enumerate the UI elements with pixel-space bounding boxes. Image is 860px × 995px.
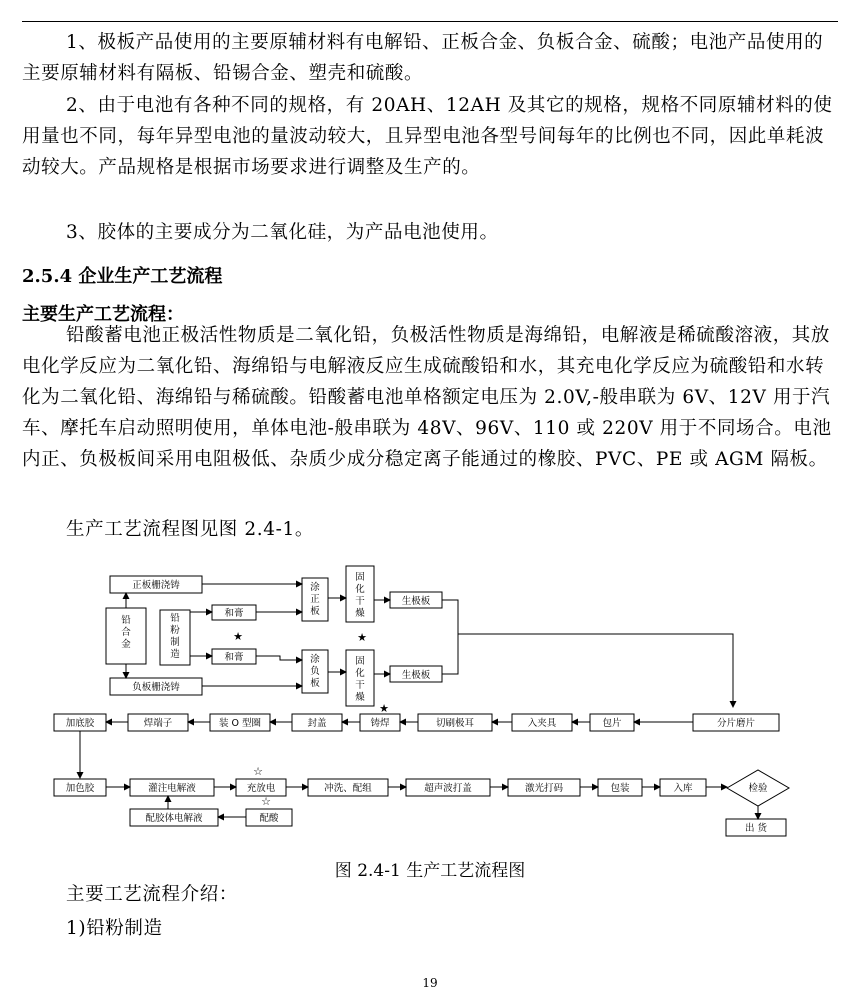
node-curing-2-c2: 化 (355, 668, 365, 679)
node-laser-marking-label: 激光打码 (524, 783, 564, 794)
star-filled-3: ★ (379, 702, 389, 715)
node-lead-powder-c3: 制 (170, 637, 180, 648)
node-ultrasonic-sealing-label: 超声波打盖 (424, 783, 472, 794)
bracket-plates (442, 600, 458, 674)
node-negative-coating-c1: 涂 (310, 654, 320, 665)
node-paste-mixing-1-label: 和膏 (224, 608, 244, 619)
node-lead-alloy-c3: 金 (121, 639, 131, 650)
sub-heading: 主要生产工艺流程： (22, 304, 184, 325)
arrow-plates-to-cutting (458, 634, 733, 707)
paragraph-raw-materials: 1、极板产品使用的主要原辅材料有电解铅、正板合金、负板合金、硫酸；电池产品使用的主要原辅材料有隔板、铅锡合金、塑壳和硫酸。 (22, 32, 824, 84)
star-filled-1: ★ (233, 630, 243, 643)
node-lug-brushing-label: 切刷极耳 (435, 718, 475, 729)
star-filled-2: ★ (357, 631, 367, 644)
node-curing-1-c1: 固 (355, 572, 365, 583)
node-lead-alloy-c2: 合 (121, 627, 131, 638)
node-gel-electrolyte-prep-label: 配胶体电解液 (145, 813, 203, 824)
node-negative-coating-c2: 负 (310, 666, 320, 677)
paragraph-figure-reference: 生产工艺流程图见图 2.4-1。 (66, 519, 314, 540)
process-intro-heading: 主要工艺流程介绍： (66, 884, 238, 905)
node-positive-coating-c1: 涂 (310, 582, 320, 593)
paragraph-process-description: 铅酸蓄电池正极活性物质是二氧化铅，负极活性物质是海绵铅，电解液是稀硫酸溶液，其放电化学反应为二氧化铅、海绵铅与电解液反应生成硫酸铅和水，其充电化学反应为硫酸铅和水转化为二氧化铅、海绵铅与稀硫酸。铅酸蓄电池单格额定电压为 2.0V,-般串联为 6V、12V 用于汽车、摩托车启动照明使用，单体电池-般串联为 48V、96V、110 或 220V 用于不同场合。电池内正、负极板间采用电阻极低、杂质少成分稳定离子能通过的橡胶、PVC、PE 或 AGM 隔板。 (22, 325, 832, 470)
node-lead-powder-c2: 粉 (170, 625, 180, 636)
node-curing-1-c4: 燥 (355, 608, 365, 619)
node-green-plate-2-label: 生极板 (401, 670, 431, 681)
node-wrapping-label: 包片 (602, 718, 622, 729)
section-heading: 2.5.4 企业生产工艺流程 (22, 266, 223, 287)
node-positive-coating-c3: 板 (310, 606, 320, 617)
node-inspection-label: 检验 (748, 783, 768, 794)
node-negative-grid-casting-label: 负板栅浇铸 (132, 682, 180, 693)
lead-powder-heading: 1)铅粉制造 (66, 918, 163, 939)
node-fixture-label: 入夹具 (527, 718, 557, 729)
node-cast-welding-label: 铸焊 (370, 718, 390, 729)
node-bottom-glue-label: 加底胶 (65, 718, 95, 729)
node-curing-2-c3: 干 (355, 680, 365, 691)
node-curing-2-c1: 固 (355, 656, 365, 667)
node-shipment-label: 出 货 (744, 823, 768, 834)
node-warehousing-label: 入库 (673, 783, 693, 794)
node-curing-2-c4: 燥 (355, 692, 365, 703)
arrow-paste2-coat (256, 656, 302, 660)
node-acid-prep-label: 配酸 (259, 813, 279, 824)
node-positive-coating-c2: 正 (310, 594, 320, 605)
node-o-ring-label: 装 O 型圈 (218, 718, 262, 729)
star-outline-2: ☆ (261, 795, 271, 808)
node-lead-powder-c1: 铅 (170, 613, 180, 624)
node-lead-alloy-c1: 铅 (121, 615, 131, 626)
figure-caption: 图 2.4-1 生产工艺流程图 (334, 861, 526, 881)
paragraph-colloid: 3、胶体的主要成分为二氧化硅，为产品电池使用。 (66, 222, 499, 243)
node-wash-grouping-label: 冲洗、配组 (324, 783, 372, 794)
node-negative-coating-c3: 板 (310, 678, 320, 689)
node-charge-discharge-label: 充放电 (246, 783, 276, 794)
page-number: 19 (422, 976, 438, 990)
node-lid-sealing-label: 封盖 (307, 718, 327, 729)
node-packing-label: 包装 (610, 783, 630, 794)
paragraph-battery-specs: 2、由于电池有各种不同的规格，有 20AH、12AH 及其它的规格，规格不同原辅材料的使用量也不同，每年异型电池的量波动较大，且异型电池各型号间每年的比例也不同，因此单耗波动较大。产品规格是根据市场要求进行调整及生产的。 (22, 95, 833, 178)
node-curing-1-c3: 干 (355, 596, 365, 607)
node-positive-grid-casting-label: 正板栅浇铸 (132, 580, 180, 591)
node-terminal-welding-label: 焊端子 (143, 718, 173, 729)
node-green-plate-1-label: 生极板 (401, 596, 431, 607)
node-paste-mixing-2-label: 和膏 (224, 652, 244, 663)
node-curing-1-c2: 化 (355, 584, 365, 595)
node-color-glue-label: 加色胶 (65, 783, 95, 794)
node-lead-powder-c4: 造 (170, 649, 180, 660)
node-plate-cutting-label: 分片磨片 (716, 718, 756, 729)
star-outline-1: ☆ (253, 765, 263, 778)
node-electrolyte-filling-label: 灌注电解液 (148, 783, 196, 794)
